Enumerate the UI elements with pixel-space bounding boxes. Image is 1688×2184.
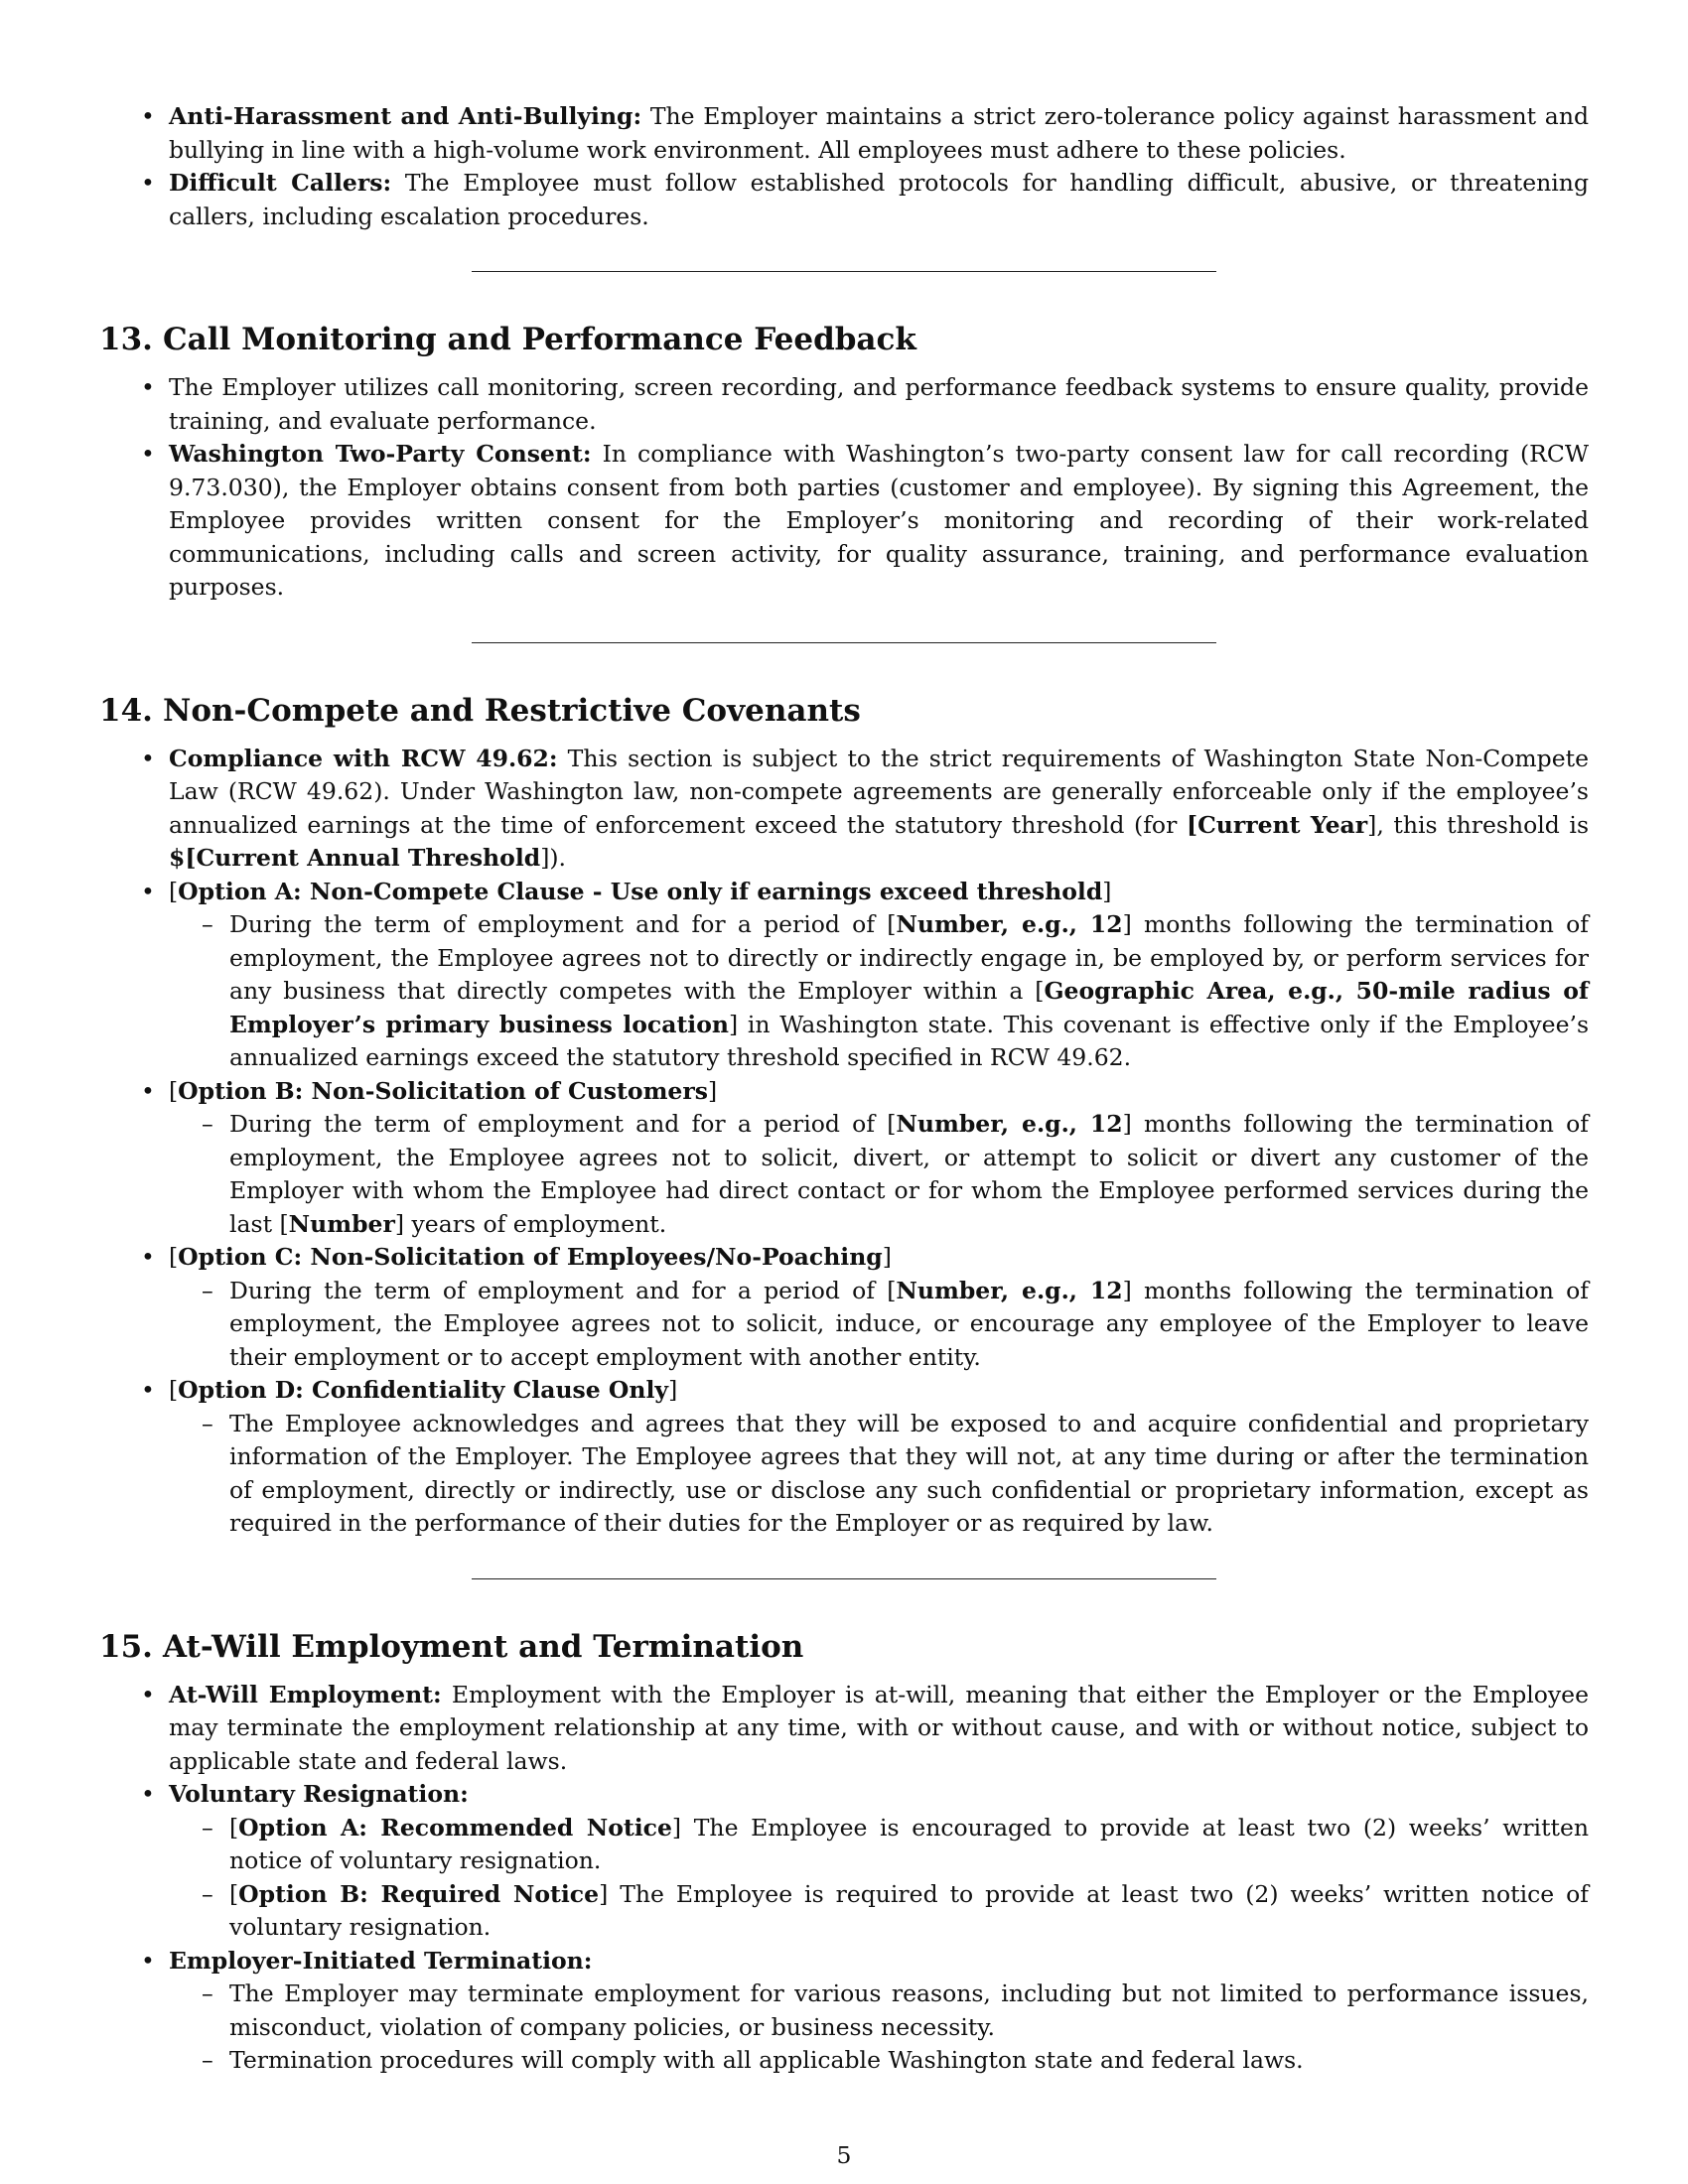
- placeholder-field: Number, e.g., 12: [896, 910, 1123, 938]
- option-label: Option B: Required Notice: [238, 1879, 600, 1908]
- sub-list-item: – [Option B: Required Notice] The Employee is required to provide at least two (2) weeks’ written notice of voluntary resignation.: [229, 1878, 1589, 1945]
- list-item: [169, 1945, 1589, 2078]
- section-15-heading: [99, 1627, 1589, 1667]
- sub-list-item: [229, 1408, 1589, 1541]
- item-text: Termination procedures will comply with all applicable Washington state and federal laws.: [229, 2046, 1304, 2074]
- section-title: Non-Compete and Restrictive Covenants: [163, 692, 861, 729]
- item-text: During the term of employment and for a period of [: [229, 910, 897, 938]
- sub-list-item: [229, 2044, 1589, 2078]
- list-item: [169, 100, 1589, 167]
- sub-list: [169, 1812, 1589, 1945]
- list-item: • [Option D: Confidentiality Clause Only] – The Employee acknowledges and agrees that they will be exposed to and acquire confidential and proprietary information of the Employer. The Employee agrees that they will not, at any time during or after the termination of employment, directly or indirectly, use or disclose any such confidential or proprietary information, except as required in the performance of their duties for the Employer or as required by law.: [169, 1374, 1589, 1541]
- list-item: [169, 167, 1589, 233]
- option-label: Option B: Non-Solicitation of Customers: [178, 1076, 708, 1105]
- list-item: [169, 1679, 1589, 1779]
- option-label: Option D: Confidentiality Clause Only: [178, 1376, 669, 1404]
- option-label: Option C: Non-Solicitation of Employees/No-Poaching: [178, 1243, 883, 1271]
- item-heading: Compliance with RCW 49.62:: [169, 744, 558, 772]
- sub-list: [169, 1978, 1589, 2078]
- item-text: ] months following the termination of employment, the Employee agrees not to solicit, divert, or attempt to solicit or divert any customer of the Employer with whom the Employee had direct contact or for whom the Employee performed services during the last [: [229, 1110, 1589, 1238]
- placeholder-field: Current Year: [1197, 810, 1368, 839]
- item-text: During the term of employment and for a period of [: [229, 1276, 897, 1304]
- section-15-list: [99, 1679, 1589, 2078]
- item-heading: Washington Two-Party Consent:: [169, 440, 592, 468]
- section-title: At-Will Employment and Termination: [163, 1628, 804, 1665]
- section-13-list: [99, 371, 1589, 605]
- item-text: ] The Employee is encouraged to provide at least two (2) weeks’ written notice of voluntary resignation.: [229, 1813, 1589, 1874]
- placeholder-field: Number, e.g., 12: [896, 1110, 1123, 1138]
- placeholder-field: Number: [288, 1209, 395, 1238]
- item-text: ] The Employee is required to provide at least two (2) weeks’ written notice of voluntary resignation.: [229, 1879, 1589, 1941]
- sub-list: [169, 1275, 1589, 1375]
- placeholder-field: Number, e.g., 12: [896, 1276, 1123, 1304]
- item-text: ] in Washington state. This covenant is effective only if the Employee’s annualized earnings exceed the statutory threshold specified in RCW 49.62.: [229, 1010, 1589, 1071]
- list-item: • [Option A: Non-Compete Clause - Use only if earnings exceed threshold] – During the term of employment and for a period of [Number, e.g., 12] months following the termination of employment, the Employee agrees not to directly or indirectly engage in, be employed by, or perform services for any business that directly competes with the Employer within a [Geographic Area, e.g., 50-mile radius of Employer’s primary business location] in Washington state. This covenant is effective only if the Employee’s annualized earnings exceed the statutory threshold specified in RCW 49.62.: [169, 876, 1589, 1075]
- item-text: ] years of employment.: [394, 1209, 667, 1238]
- item-text: ] months following the termination of employment, the Employee agrees not to directly or indirectly engage in, be employed by, or perform services for any business that directly competes with the Employer within a [: [229, 910, 1589, 1005]
- list-item: • [Option C: Non-Solicitation of Employees/No-Poaching] – During the term of employment and for a period of [Number, e.g., 12] months following the termination of employment, the Employee agrees not to solicit, induce, or encourage any employee of the Employer to leave their employment or to accept employment with another entity.: [169, 1241, 1589, 1374]
- item-heading: Voluntary Resignation:: [169, 1780, 469, 1808]
- item-text: Employment with the Employer is at-will, meaning that either the Employer or the Employee may terminate the employment relationship at any time, with or without cause, and with or without notice, subject to applicable state and federal laws.: [169, 1680, 1589, 1775]
- page-content: [99, 100, 1589, 2078]
- section-number: 15.: [99, 1628, 153, 1665]
- sub-list-item: [229, 1978, 1589, 2044]
- sub-list: [169, 1408, 1589, 1541]
- section-number: 14.: [99, 692, 153, 729]
- list-item: [169, 438, 1589, 605]
- item-text: The Employer utilizes call monitoring, screen recording, and performance feedback systems to ensure quality, provide training, and evaluate performance.: [169, 373, 1589, 435]
- sub-list-item: [229, 908, 1589, 1075]
- section-13-heading: [99, 320, 1589, 359]
- section-divider: [472, 271, 1216, 272]
- sub-list: [169, 1108, 1589, 1241]
- item-text: , this threshold is: [1376, 810, 1590, 839]
- section-14-heading: [99, 691, 1589, 731]
- item-text: This section is subject to the strict requirements of Washington State Non-Compete Law (RCW 49.62). Under Washington law, non-compete agreements are generally enforceable only if the employee’s annualized earnings at the time of enforcement exceed the statutory threshold (for: [169, 744, 1589, 839]
- list-item: • [Option B: Non-Solicitation of Customers] – During the term of employment and for a period of [Number, e.g., 12] months following the termination of employment, the Employee agrees not to solicit, divert, or attempt to solicit or divert any customer of the Employer with whom the Employee had direct contact or for whom the Employee performed services during the last [Number] years of employment.: [169, 1075, 1589, 1242]
- section-divider: [472, 1578, 1216, 1579]
- item-heading: Difficult Callers:: [169, 169, 392, 197]
- item-text: The Employee must follow established protocols for handling difficult, abusive, or threatening callers, including escalation procedures.: [169, 169, 1589, 230]
- section-divider: [472, 642, 1216, 643]
- item-text: The Employer maintains a strict zero-tolerance policy against harassment and bullying in line with a high-volume work environment. All employees must adhere to these policies.: [169, 102, 1589, 164]
- sub-list: [169, 908, 1589, 1075]
- section-number: 13.: [99, 322, 153, 357]
- page-number: 5: [836, 2141, 852, 2169]
- item-text: The Employee acknowledges and agrees that they will be exposed to and acquire confidential and proprietary information of the Employer. The Employee agrees that they will not, at any time during or after the termination of employment, directly or indirectly, use or disclose any such confidential or proprietary information, except as required in the performance of their duties for the Employer or as required by law.: [229, 1409, 1589, 1537]
- item-heading: At-Will Employment:: [169, 1680, 442, 1708]
- item-text: During the term of employment and for a period of [: [229, 1110, 897, 1138]
- list-item: [169, 371, 1589, 438]
- placeholder-field: Geographic Area, e.g., 50-mile radius of Employer’s primary business location: [229, 977, 1589, 1038]
- item-heading: Employer-Initiated Termination:: [169, 1946, 593, 1975]
- sub-list-item: [229, 1108, 1589, 1241]
- sub-list-item: – [Option A: Recommended Notice] The Employee is encouraged to provide at least two (2) weeks’ written notice of voluntary resignation.: [229, 1812, 1589, 1878]
- list-item: [169, 1778, 1589, 1945]
- placeholder-field: $[Current Annual Threshold: [169, 844, 541, 872]
- section-14-list: [99, 743, 1589, 1541]
- item-text: The Employer may terminate employment for various reasons, including but not limited to performance issues, misconduct, violation of company policies, or business necessity.: [229, 1979, 1589, 2041]
- item-text: ]).: [540, 844, 566, 872]
- policy-list: [99, 100, 1589, 233]
- section-title: Call Monitoring and Performance Feedback: [163, 322, 916, 357]
- list-item: • Compliance with RCW 49.62: This section is subject to the strict requirements of Washington State Non-Compete Law (RCW 49.62). Under Washington law, non-compete agreements are generally enforceable only if the employee’s annualized earnings at the time of enforcement exceed the statutory threshold (for [Current Year], this threshold is $[Current Annual Threshold]).: [169, 743, 1589, 876]
- option-label: Option A: Recommended Notice: [238, 1813, 672, 1842]
- item-heading: Anti-Harassment and Anti-Bullying:: [169, 102, 642, 130]
- item-text: ] months following the termination of employment, the Employee agrees not to solicit, induce, or encourage any employee of the Employer to leave their employment or to accept employment with another entity.: [229, 1276, 1589, 1371]
- sub-list-item: [229, 1275, 1589, 1375]
- item-text: In compliance with Washington’s two-party consent law for call recording (RCW 9.73.030), the Employer obtains consent from both parties (customer and employee). By signing this Agreement, the Employee provides written consent for the Employer’s monitoring and recording of their work-related communications, including calls and screen activity, for quality assurance, training, and performance evaluation purposes.: [169, 440, 1590, 601]
- option-label: Option A: Non-Compete Clause - Use only if earnings exceed threshold: [178, 877, 1103, 905]
